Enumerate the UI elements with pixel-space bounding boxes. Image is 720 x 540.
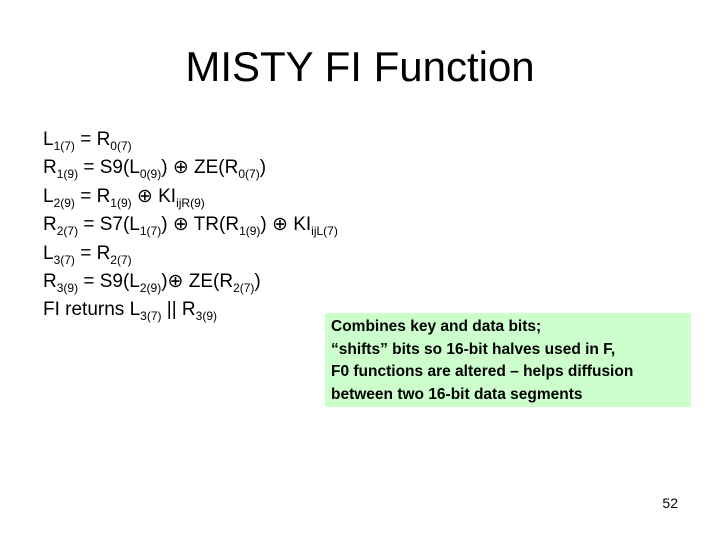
- equation-text: ⊕ KI: [131, 185, 177, 207]
- equation-subscript: ijL(7): [311, 224, 338, 239]
- equation-subscript: 2(9): [139, 280, 162, 295]
- equation-text: L: [43, 185, 54, 207]
- equation-subscript: 0(7): [238, 167, 260, 182]
- equation-line: [43, 126, 338, 154]
- equation-subscript: 1(7): [53, 139, 75, 153]
- page-number: 52: [662, 495, 678, 511]
- equation-subscript: 1(9): [56, 167, 79, 182]
- equation-subscript: 1(7): [139, 224, 162, 239]
- note-line: Combines key and data bits;: [331, 318, 542, 335]
- slide-title: MISTY FI Function: [185, 43, 535, 90]
- equation-line: [43, 183, 338, 211]
- equation-text: = S9(L: [78, 270, 140, 292]
- equation-subscript: 2(7): [110, 252, 132, 267]
- equation-text: L: [43, 242, 54, 264]
- equation-text: = R: [74, 242, 111, 264]
- equation-subscript: 0(7): [110, 139, 132, 153]
- equation-line: [43, 240, 338, 268]
- equation-text: R: [43, 270, 57, 292]
- equation-text: R: [43, 157, 57, 179]
- equation-subscript: 2(7): [56, 224, 79, 239]
- equation-subscript: 1(9): [239, 224, 261, 239]
- equation-line: [43, 154, 338, 182]
- equation-text: R: [43, 214, 57, 236]
- equation-text: = R: [74, 129, 111, 150]
- equation-line: [43, 268, 338, 296]
- equation-text: FI returns L: [43, 299, 141, 321]
- equation-subscript: 0(9): [139, 167, 162, 182]
- equation-text: || R: [161, 299, 196, 321]
- equation-text: )⊕ ZE(R: [161, 270, 234, 292]
- equation-subscript: 3(7): [140, 309, 162, 324]
- equation-text: L: [43, 129, 54, 150]
- equation-subscript: 1(9): [110, 195, 132, 210]
- equation-text: ): [254, 270, 261, 292]
- note-line: between two 16-bit data segments: [331, 385, 583, 403]
- equation-subscript: 3(9): [56, 280, 79, 295]
- equation-text: ): [259, 157, 267, 179]
- equation-text: ) ⊕ ZE(R: [161, 157, 239, 179]
- note-line: F0 functions are altered – helps diffusion: [331, 363, 634, 380]
- equation-subscript: 3(7): [53, 252, 75, 267]
- equation-text: ) ⊕ KI: [260, 214, 312, 236]
- equation-text: ) ⊕ TR(R: [161, 214, 240, 236]
- equation-text: = R: [74, 185, 111, 207]
- equation-subscript: ijR(9): [176, 195, 205, 210]
- note-line: “shifts” bits so 16-bit halves used in F,: [331, 340, 616, 358]
- equation-subscript: 2(7): [233, 280, 255, 295]
- equation-text: = S7(L: [78, 214, 140, 236]
- equation-subscript: 2(9): [53, 195, 75, 210]
- equation-text: = S9(L: [78, 157, 140, 179]
- equation-list: [43, 126, 338, 325]
- annotation-callout: [325, 313, 691, 407]
- equation-subscript: 3(9): [195, 309, 217, 324]
- equation-line: [43, 296, 338, 324]
- equation-line: [43, 211, 338, 239]
